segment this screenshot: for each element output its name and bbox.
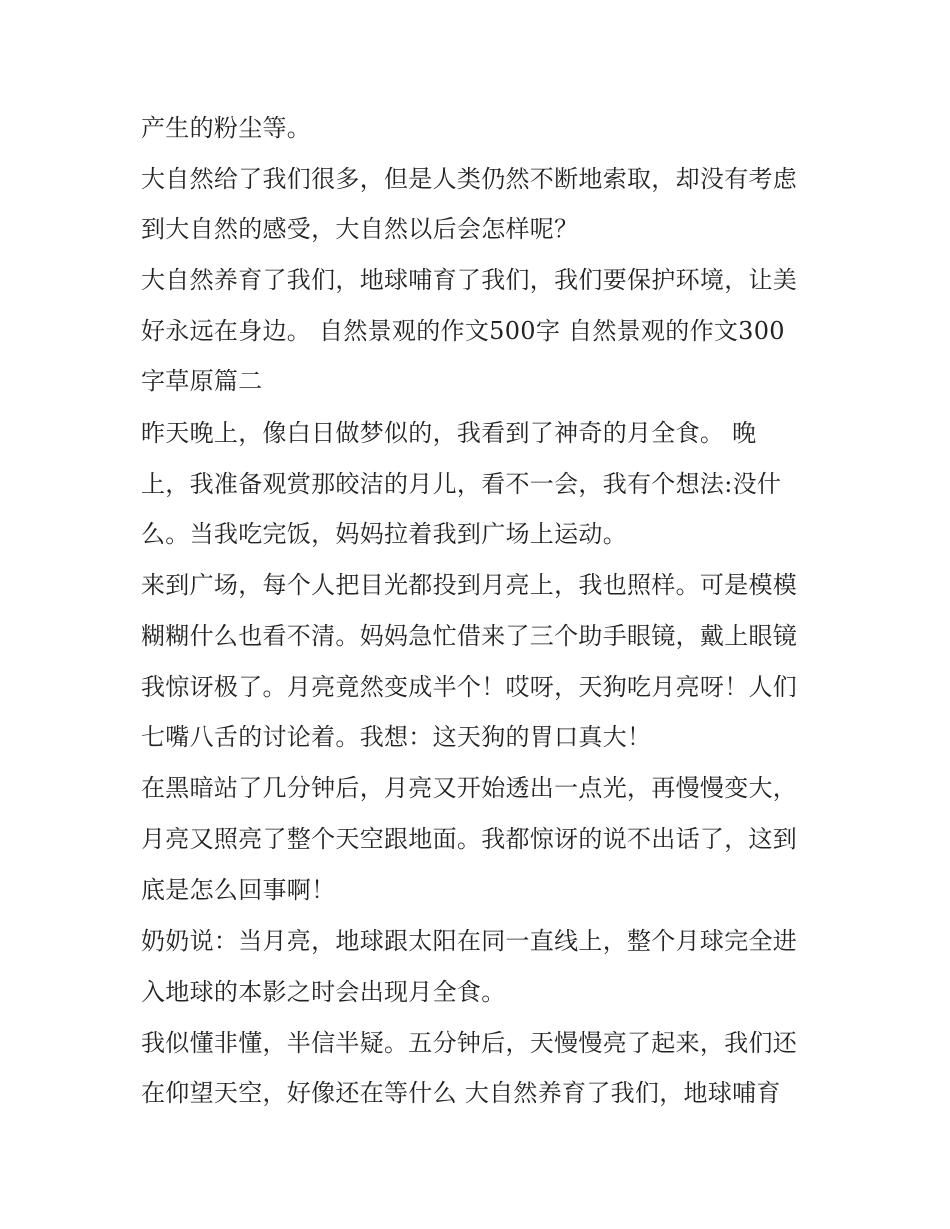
text-line: 大自然养育了我们，地球哺育了我们，我们要保护环境，让美 [141,266,798,294]
text-line: 昨天晚上，像白日做梦似的，我看到了神奇的月全食。 晚 [141,419,757,447]
text-line: 我似懂非懂，半信半疑。五分钟后，天慢慢亮了起来，我们还 [141,1029,798,1057]
text-line: 入地球的本影之时会出现月全食。 [141,978,506,1006]
text-line: 底是怎么回事啊！ [141,876,336,904]
text-line: 我惊讶极了。月亮竟然变成半个！哎呀，天狗吃月亮呀！人们 [141,673,798,701]
text-line: 么。当我吃完饭，妈妈拉着我到广场上运动。 [141,520,627,548]
text-line: 产生的粉尘等。 [141,114,312,142]
text-line: 字草原篇二 [141,367,263,395]
text-line: 到大自然的感受，大自然以后会怎样呢？ [141,215,579,243]
text-line: 大自然给了我们很多，但是人类仍然不断地索取，却没有考虑 [141,165,798,193]
text-line: 在黑暗站了几分钟后，月亮又开始透出一点光，再慢慢变大， [141,774,798,802]
text-line: 奶奶说：当月亮，地球跟太阳在同一直线上，整个月球完全进 [141,927,798,955]
text-line: 月亮又照亮了整个天空跟地面。我都惊讶的说不出话了，这到 [141,825,798,853]
text-line: 糊糊什么也看不清。妈妈急忙借来了三个助手眼镜，戴上眼镜 [141,622,798,650]
text-line: 在仰望天空，好像还在等什么 大自然养育了我们，地球哺育 [141,1079,781,1107]
text-line: 来到广场，每个人把目光都投到月亮上，我也照样。可是模模 [141,571,798,599]
text-line: 好永远在身边。 自然景观的作文500字 自然景观的作文300 [141,317,785,345]
text-line: 上，我准备观赏那皎洁的月儿，看不一会，我有个想法:没什 [141,470,782,498]
text-line: 七嘴八舌的讨论着。我想：这天狗的胃口真大！ [141,723,652,751]
